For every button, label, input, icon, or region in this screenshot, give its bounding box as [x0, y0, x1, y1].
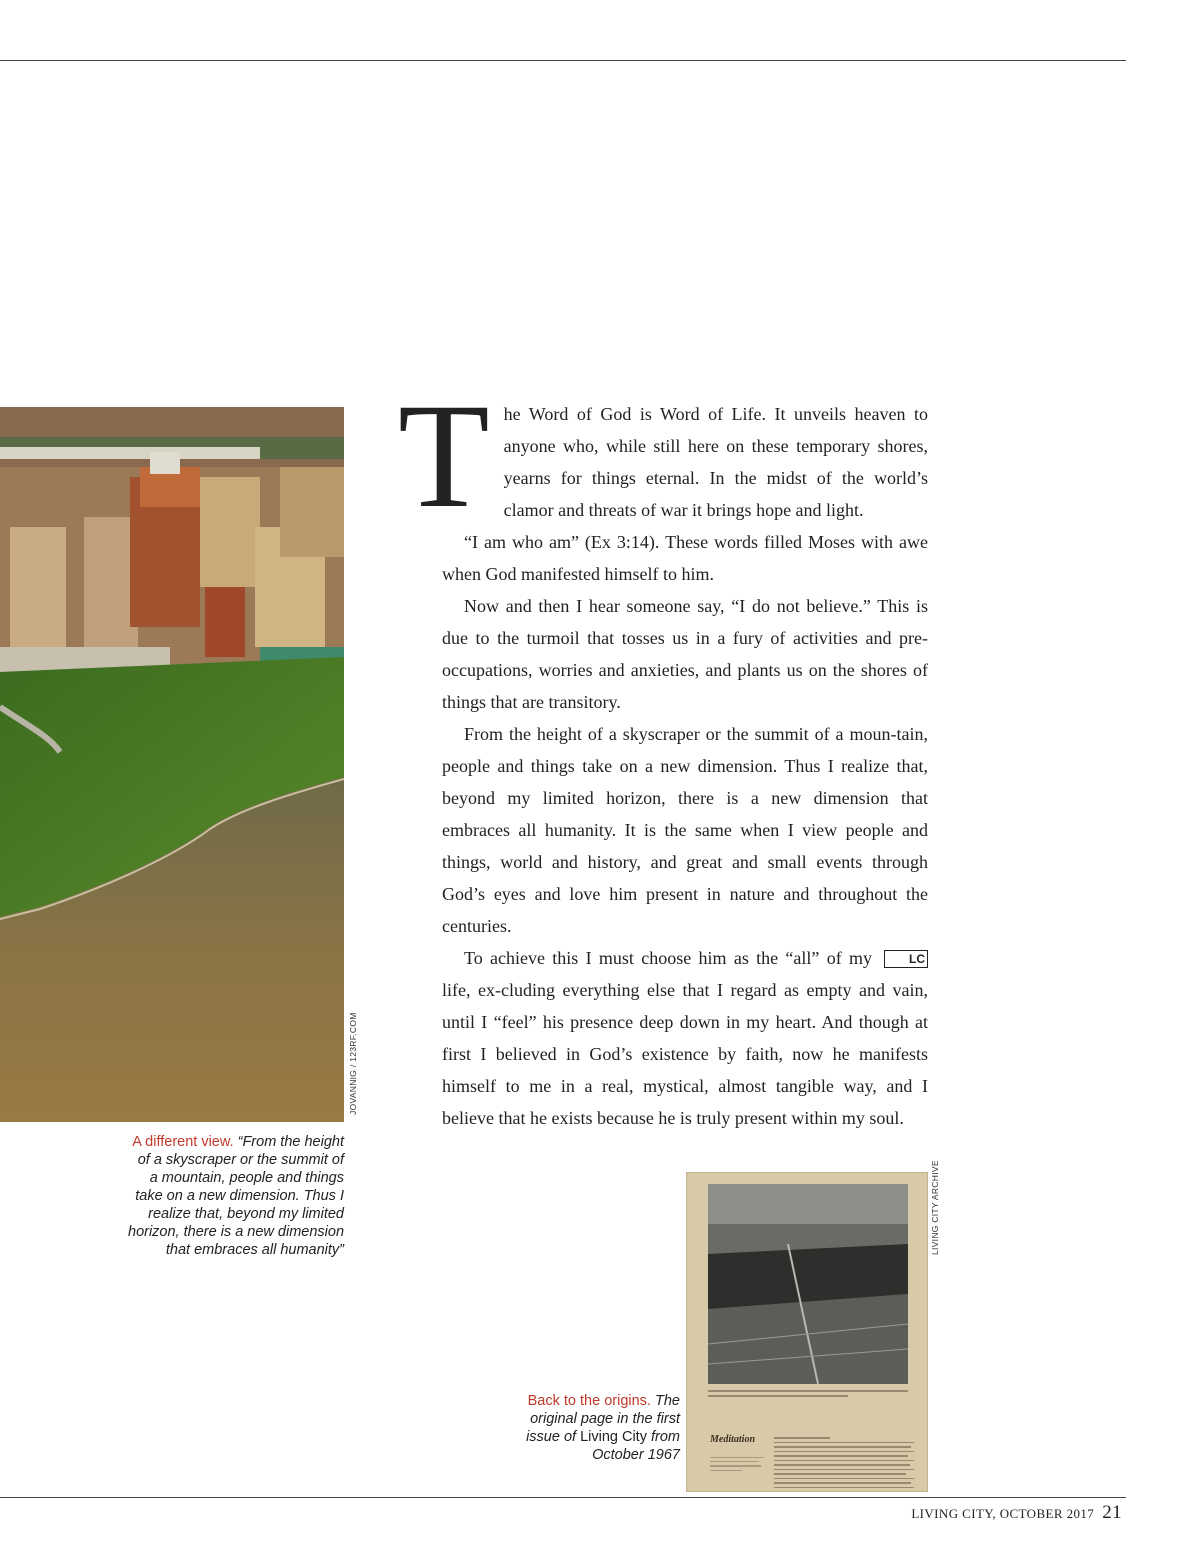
article-body: [398, 373, 928, 1134]
photo-caption: [128, 1133, 344, 1259]
top-rule: [0, 60, 1126, 61]
photo-caption-lead: A different view.: [132, 1134, 234, 1150]
archive-aerial-photo: [708, 1184, 908, 1384]
page-footer: [911, 1502, 1122, 1524]
archive-side-column: [710, 1454, 764, 1474]
archive-caption-lines: [708, 1387, 908, 1400]
aerial-city-photo: [0, 407, 344, 1122]
drop-cap: T: [398, 373, 490, 539]
archive-caption: [500, 1392, 680, 1464]
bottom-rule: [0, 1497, 1126, 1498]
archive-page-image: [686, 1172, 928, 1492]
photo-caption-text: “From the height of a skyscraper or the summit of a mountain, people and things take on a new dimension. Thus I realize that, beyond my limited horizon, there is a new dimension that embraces all humanity”: [128, 1134, 345, 1258]
archive-caption-part1: The original page in the first issue of: [526, 1393, 680, 1445]
page-number: 21: [1102, 1502, 1122, 1523]
archive-caption-lead: Back to the origins.: [527, 1393, 651, 1409]
archive-caption-part2: from October 1967: [592, 1429, 680, 1463]
archive-credit: LIVING CITY ARCHIVE: [930, 1160, 940, 1255]
photo-credit: JOVANNIG / 123RF.COM: [348, 1012, 358, 1115]
article-paragraph-5-text: To achieve this I must choose him as the “all” of my life, ex-cluding everything else that I regard as empty and vain, until I “feel” his presence deep down in my heart. And though at first I believed in God’s existence by faith, now he manifests himself to me in a real, mystical, almost tangible way, and I believe that he exists because he is truly present within my soul.: [442, 948, 928, 1128]
footer-publication: LIVING CITY, OCTOBER 2017: [911, 1506, 1095, 1521]
archive-caption-publication: Living City: [580, 1429, 647, 1445]
article-paragraph-3: Now and then I hear someone say, “I do not believe.” This is due to the turmoil that tosses us in a fury of activities and pre-occupations, worries and anxieties, and plants us on the shores of things that are transitory.: [442, 596, 928, 712]
archive-page-title: Meditation: [710, 1434, 756, 1445]
lc-end-mark: LC: [884, 950, 928, 968]
article-paragraph-5: [442, 942, 928, 1134]
article-paragraph-4: From the height of a skyscraper or the summit of a moun-tain, people and things take on a new dimension. Thus I realize that, beyond my limited horizon, there is a new dimension that embraces all humanity. It is the same when I view people and things, world and history, and great and small events through God’s eyes and love him present in nature and throughout the centuries.: [442, 724, 928, 936]
article-paragraph-2: “I am who am” (Ex 3:14). These words filled Moses with awe when God manifested himself to him.: [442, 532, 928, 584]
article-paragraph-1: he Word of God is Word of Life. It unveils heaven to anyone who, while still here on these temporary shores, yearns for things eternal. In the midst of the world’s clamor and threats of war it brings hope and light.: [503, 404, 928, 520]
archive-text-column: [774, 1434, 914, 1491]
